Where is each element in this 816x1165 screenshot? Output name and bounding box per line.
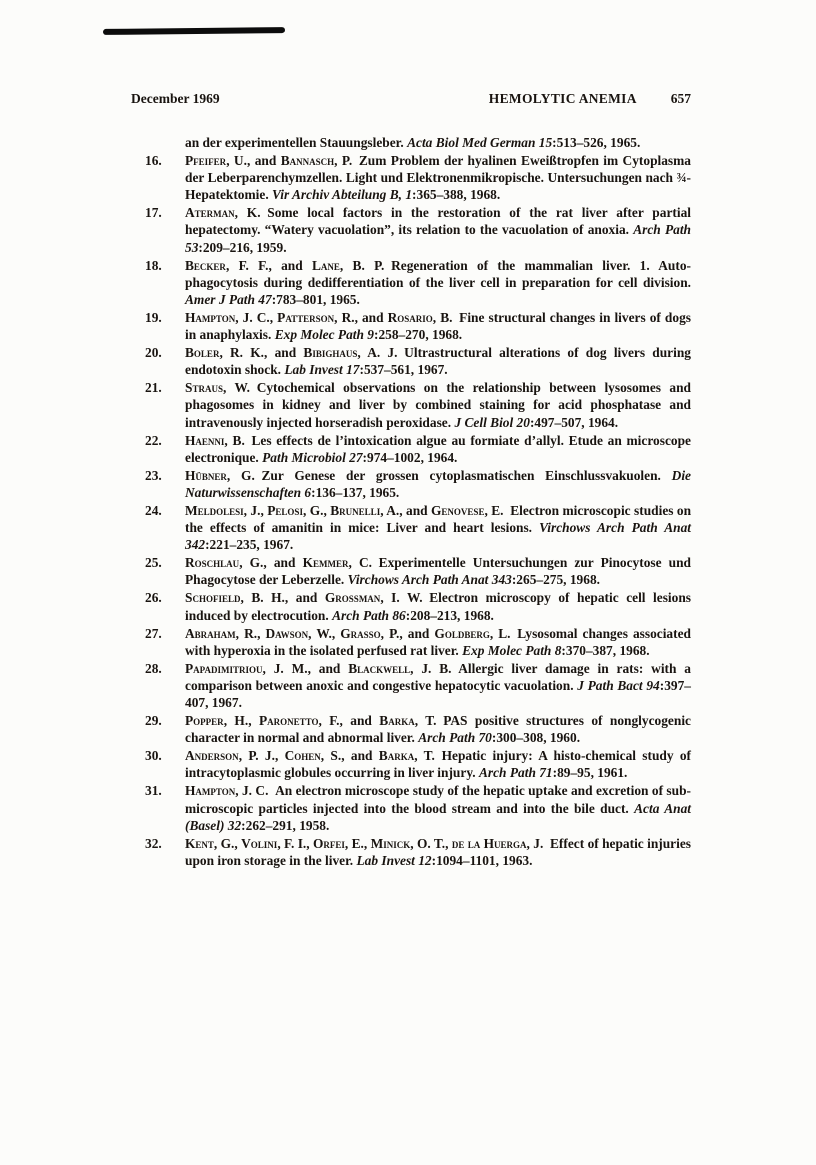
journal-citation: Arch Path 53	[185, 222, 691, 255]
reference-item	[145, 589, 691, 623]
reference-item	[145, 467, 691, 501]
reference-body-text: :397–407, 1967.	[185, 677, 691, 710]
reference-item	[145, 344, 691, 378]
reference-text	[185, 310, 691, 342]
reference-body-text: , P. Zum Problem der hyalinen Eweißtropfen im Cytoplasma der Leberparenchymzellen. Light und Elektronenmikropische. Untersuchungen nach ¾-Hepatektomie.	[185, 153, 691, 203]
reference-text	[185, 345, 691, 377]
reference-text	[185, 258, 691, 307]
reference-number: 22.	[145, 432, 162, 448]
author-name: Patterson	[277, 309, 335, 325]
author-name: de la Huerga	[451, 835, 527, 851]
author-name: Hampton	[185, 309, 236, 325]
reference-body-text: , A., and	[380, 502, 432, 518]
reference-number: 19.	[145, 309, 162, 325]
reference-item	[145, 554, 691, 588]
reference-item	[145, 152, 691, 203]
author-name: Popper	[185, 713, 224, 729]
reference-body-text: , T. PAS positive structures of nonglycogenic character in normal and abnormal liver.	[185, 713, 691, 746]
journal-citation: Vir Archiv Abteilung B, 1	[272, 187, 413, 203]
author-name: Meldolesi	[185, 502, 244, 518]
reference-body-text: , T. Hepatic injury: A histo-chemical study of intracytoplasmic globules occurring in liver injury.	[185, 748, 692, 781]
journal-citation: Path Microbiol 27	[262, 449, 363, 465]
reference-item	[145, 835, 691, 869]
author-name: Barka	[378, 748, 415, 764]
reference-body-text: :974–1002, 1964.	[362, 449, 458, 465]
reference-body-text: , P., and	[380, 625, 435, 641]
reference-body-text: :89–95, 1961.	[552, 765, 628, 781]
page-number: 657	[670, 91, 691, 106]
reference-number: 23.	[145, 467, 162, 483]
journal-citation: Arch Path 70	[418, 730, 492, 746]
reference-item	[145, 660, 691, 711]
author-name: Grossman	[324, 590, 381, 606]
issue-date: December 1969	[131, 91, 220, 106]
reference-text	[185, 783, 691, 832]
reference-body-text: , G. Zur Genese der grossen cytoplasmatischen Einschlussvakuolen.	[226, 467, 672, 483]
reference-text	[185, 836, 691, 868]
reference-body-text: :265–275, 1968.	[511, 572, 600, 588]
journal-citation: Arch Path 86	[332, 607, 406, 623]
reference-item	[145, 257, 691, 308]
reference-item	[145, 747, 691, 781]
reference-body-text: , R.,	[235, 625, 266, 641]
reference-text	[185, 748, 691, 780]
reference-body-text: , G.,	[302, 502, 331, 518]
reference-body-text: , H.,	[223, 713, 259, 729]
reference-body-text: , G., and	[239, 555, 303, 571]
reference-text	[185, 380, 691, 429]
author-name: Blackwell	[348, 660, 411, 676]
reference-number: 28.	[145, 660, 162, 676]
reference-text	[185, 205, 691, 254]
running-head: HEMOLYTIC ANEMIA	[488, 91, 637, 106]
author-name: Barka	[379, 713, 415, 729]
author-name: Kemmer	[302, 555, 349, 571]
reference-number: 29.	[145, 713, 162, 729]
author-name: Paronetto	[258, 713, 319, 729]
reference-body-text: , S., and	[320, 748, 379, 764]
reference-number: 18.	[145, 257, 162, 273]
reference-text	[185, 135, 640, 150]
reference-body-text: , J. C.,	[235, 309, 278, 325]
author-name: Papadimitriou	[185, 660, 263, 676]
reference-body-text: , J. B. Allergic liver damage in rats: with a comparison between anoxic and congestive hepatocytic vacuolation.	[185, 660, 691, 693]
reference-number: 17.	[145, 205, 162, 221]
page-header	[131, 91, 691, 107]
journal-citation: Exp Molec Path 8	[462, 642, 562, 658]
reference-body-text: , E.,	[344, 835, 371, 851]
reference-body-text: :1094–1101, 1963.	[431, 852, 533, 868]
reference-body-text: , B. P. Regeneration of the mammalian liver. 1. Auto-phagocytosis during dedifferentiation of the liver cell in preparation for cell division.	[185, 257, 691, 290]
reference-body-text: :513–526, 1965.	[552, 135, 641, 150]
journal-citation: Acta Biol Med German 15	[407, 135, 553, 150]
author-name: Dawson	[265, 625, 309, 641]
reference-body-text: , O. T.,	[410, 835, 452, 851]
reference-body-text: , W.,	[308, 625, 341, 641]
reference-body-text: :208–213, 1968.	[405, 607, 494, 623]
author-name: Orfei	[312, 835, 345, 851]
reference-number: 21.	[145, 380, 162, 396]
reference-number: 31.	[145, 783, 162, 799]
reference-body-text: , P. J.,	[238, 748, 285, 764]
reference-body-text: , J. Effect of hepatic injuries upon iron storage in the liver.	[185, 835, 692, 868]
reference-body-text: :209–216, 1959.	[198, 239, 287, 255]
reference-body-text: :221–235, 1967.	[205, 537, 294, 553]
reference-body-text: , E. Electron microscopic studies on the effects of amanitin in mice: Liver and heart lesions.	[185, 502, 692, 536]
journal-citation: Lab Invest 12	[356, 852, 432, 868]
reference-body-text: , J.,	[243, 502, 268, 518]
journal-citation: Amer J Path 47	[185, 291, 272, 307]
author-name: Minick	[370, 835, 411, 851]
reference-body-text: an der experimentellen Stauungsleber.	[185, 135, 408, 150]
reference-body-text: :258–270, 1968.	[374, 327, 463, 343]
reference-body-text: , W. Cytochemical observations on the relationship between lysosomes and phagosomes in kidney and liver by combined staining for acid phosphatase and intravenously injected horseradish peroxidase.	[185, 380, 691, 430]
reference-text	[185, 713, 691, 745]
author-name: Grasso	[340, 625, 381, 641]
journal-citation: Die Naturwissenschaften 6	[185, 467, 691, 500]
reference-item	[145, 204, 691, 255]
reference-text	[185, 555, 691, 587]
journal-citation: Virchows Arch Path Anat 343	[347, 572, 512, 588]
author-name: Pfeifer	[185, 153, 227, 169]
reference-item	[145, 625, 691, 659]
journal-citation: Acta Anat (Basel) 32	[185, 800, 692, 833]
reference-body-text: , U., and	[226, 153, 281, 169]
reference-item	[145, 782, 691, 833]
reference-item	[145, 379, 691, 430]
author-name: Lane	[311, 257, 340, 273]
author-name: Genovese	[431, 502, 485, 518]
reference-body-text: , B. Fine structural changes in livers of dogs in anaphylaxis.	[185, 309, 691, 343]
reference-item	[145, 309, 691, 343]
reference-body-text: , J. M., and	[262, 660, 349, 676]
author-name: Straus	[185, 380, 223, 396]
reference-body-text: , G.,	[213, 835, 242, 851]
reference-text	[185, 503, 691, 552]
author-name: Becker	[185, 257, 226, 273]
author-name: Anderson	[185, 748, 239, 764]
journal-citation: J Cell Biol 20	[454, 414, 530, 430]
journal-citation: Arch Path 71	[478, 765, 553, 781]
scan-artifact	[103, 27, 285, 35]
author-name: Kent	[185, 835, 214, 851]
reference-body-text: , R., and	[334, 309, 388, 325]
reference-item	[145, 432, 691, 466]
author-name: Boler	[185, 345, 220, 361]
reference-item	[145, 134, 691, 151]
reference-body-text: , C. Experimentelle Untersuchungen zur Pinocytose und Phagocytose der Leberzelle.	[185, 555, 692, 588]
reference-body-text: , B. H., and	[240, 590, 325, 606]
author-name: Brunelli	[330, 502, 381, 518]
reference-body-text: , F. I.,	[277, 835, 313, 851]
reference-body-text: , F. F., and	[225, 257, 312, 273]
author-name: Cohen	[284, 748, 321, 764]
author-name: Bibighaus	[303, 345, 358, 361]
reference-body-text: , I. W. Electron microscopy of hepatic cell lesions induced by electrocution.	[185, 590, 692, 623]
journal-citation: J Path Bact 94	[577, 677, 660, 693]
reference-number: 24.	[145, 502, 162, 518]
reference-text	[185, 626, 691, 658]
reference-body-text: , F., and	[318, 713, 380, 729]
journal-citation: Virchows Arch Path Anat 342	[185, 520, 691, 553]
reference-body-text: :136–137, 1965.	[311, 484, 400, 500]
reference-body-text: :783–801, 1965.	[271, 291, 360, 307]
reference-item	[145, 502, 691, 553]
reference-body-text: , R. K., and	[219, 345, 304, 361]
author-name: Haenni	[185, 432, 225, 448]
reference-body-text: :370–387, 1968.	[561, 642, 650, 658]
reference-number: 30.	[145, 748, 162, 764]
author-name: Hampton	[185, 783, 236, 799]
author-name: Schofield	[185, 590, 241, 606]
reference-body-text: :497–507, 1964.	[529, 414, 619, 430]
reference-number: 16.	[145, 153, 162, 169]
journal-citation: Lab Invest 17	[284, 362, 360, 378]
reference-body-text: , L. Lysosomal changes associated with hyperoxia in the isolated perfused rat liver.	[185, 625, 691, 658]
reference-body-text: :300–308, 1960.	[491, 730, 581, 746]
reference-item	[145, 712, 691, 746]
author-name: Rosario	[387, 309, 433, 325]
author-name: Aterman	[185, 205, 235, 221]
author-name: Bannasch	[280, 153, 335, 169]
reference-number: 32.	[145, 835, 162, 851]
reference-text	[185, 590, 691, 622]
reference-body-text: :537–561, 1967.	[359, 362, 448, 378]
reference-body-text: , A. J. Ultrastructural alterations of dog livers during endotoxin shock.	[185, 345, 691, 378]
reference-body-text: , B. Les effects de l’intoxication algue au formiate d’allyl. Etude an microscope electronique.	[185, 432, 691, 465]
author-name: Abraham	[185, 625, 236, 641]
reference-body-text: , K. Some local factors in the restoration of the rat liver after partial hepatectomy. “Watery vacuolation”, its relation to the vacuolation of anoxia.	[185, 205, 691, 238]
reference-text	[185, 468, 691, 500]
reference-text	[185, 433, 691, 465]
reference-body-text: :262–291, 1958.	[241, 817, 330, 833]
author-name: Hübner	[185, 467, 227, 483]
author-name: Volini	[241, 835, 278, 851]
reference-list	[145, 134, 691, 870]
author-name: Goldberg	[434, 625, 490, 641]
journal-citation: Exp Molec Path 9	[274, 327, 374, 343]
reference-number: 20.	[145, 345, 162, 361]
author-name: Pelosi	[267, 502, 303, 518]
reference-body-text: :365–388, 1968.	[412, 187, 501, 203]
reference-body-text: , J. C. An electron microscope study of the hepatic uptake and excretion of sub-microscopic particles injected into the blood stream and into the bile duct.	[185, 783, 691, 816]
reference-text	[185, 661, 691, 710]
reference-number: 27.	[145, 625, 162, 641]
reference-number: 25.	[145, 555, 162, 571]
author-name: Roschlau	[185, 555, 240, 571]
reference-text	[185, 153, 691, 202]
header-right-group	[489, 91, 691, 107]
reference-number: 26.	[145, 590, 162, 606]
